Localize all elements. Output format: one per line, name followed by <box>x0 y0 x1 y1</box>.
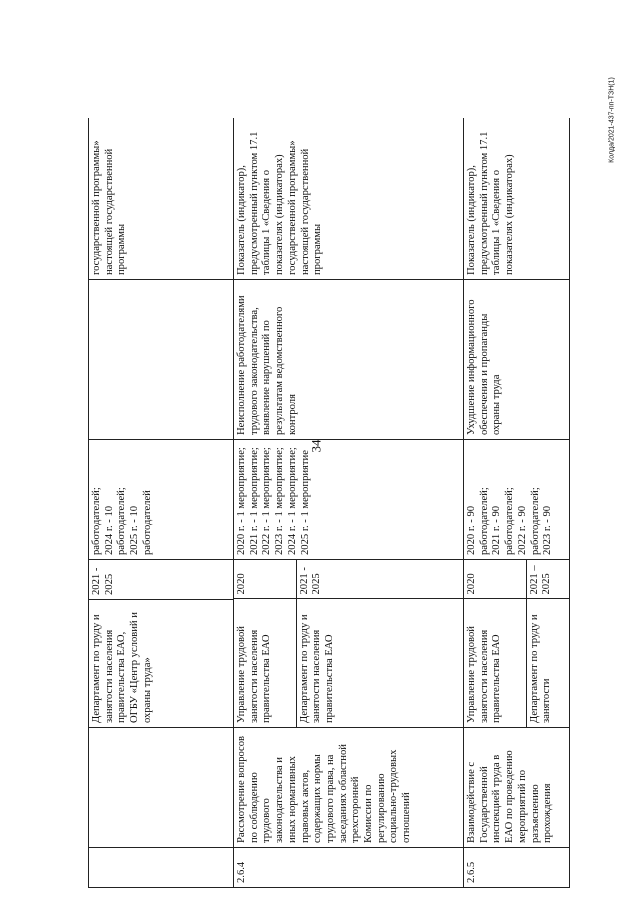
executor-years: 2020 <box>236 573 247 595</box>
cell-event: Взаимодействие с Государственной инспекцией труда в ЕАО по проведению мероприятий по разъяснению прохождения <box>464 728 570 848</box>
executor-name: Управление трудовой занятости населения правительства ЕАО <box>234 599 296 727</box>
cell-executors-years <box>464 560 570 728</box>
executor-row <box>296 559 463 727</box>
cell-indicators: 2020 г. - 1 мероприятие; 2021 г. - 1 мероприятие; 2022 г. - 1 мероприятие; 2023 г. - 1 мероприятие; 2024 г. - 1 мероприятие; 2025 г. - 1 мероприятие <box>234 440 464 560</box>
document-id: Колда/2021-437-пп-ТЗН(1) <box>608 77 616 163</box>
executor-name: Управление трудовой занятости населения правительства ЕАО <box>464 599 526 727</box>
executor-name: Департамент по труду и занятости населения правительства ЕАО <box>296 599 463 727</box>
cell-link: государственной программы» настоящей государственной программы <box>89 118 234 280</box>
cell-executor: Департамент по труду и занятости населения правительства ЕАО, ОГБУ «Центр условий и охраны труда» <box>89 600 234 728</box>
cell-link: Показатель (индикатор), предусмотренный пунктом 17.1 таблицы 1 «Сведения о показателях (индикаторах) государственной программы» настоящей государственной программы <box>234 118 464 280</box>
cell-num <box>89 848 234 888</box>
cell-event: Рассмотрение вопросов по соблюдению трудового законодательства и иных нормативных правовых актов, содержащих нормы трудового права, на заседаниях областной трехсторонней Комиссии по регулированию социально-трудовых отношений <box>234 728 464 848</box>
cell-link: Показатель (индикатор), предусмотренный пунктом 17.1 таблицы 1 «Сведения о показателях (индикаторах) <box>464 118 570 280</box>
executor-row <box>464 559 526 727</box>
executor-years: 2021 – 2025 <box>526 559 569 599</box>
cell-years: 2021 - 2025 <box>89 560 234 600</box>
page-number: 34 <box>308 439 324 453</box>
cell-consequence <box>89 280 234 440</box>
executor-name: Департамент по труду и занятости <box>526 599 569 727</box>
cell-consequence: Неисполнение работодателями трудового законодательства, выявление нарушений по результатам ведомственного контроля <box>234 280 464 440</box>
cell-event <box>89 728 234 848</box>
executor-subtable <box>464 559 569 727</box>
cell-num: 2.6.4 <box>234 848 464 888</box>
cell-num: 2.6.5 <box>464 848 570 888</box>
cell-consequence: Ухудшение информационного обеспечения и пропаганды охраны труда <box>464 280 570 440</box>
executor-subtable <box>234 559 463 727</box>
table-row <box>234 118 464 888</box>
rotated-table-container <box>88 118 570 888</box>
cell-executors-years <box>234 560 464 728</box>
table-row <box>89 118 234 888</box>
cell-indicators: работодателей; 2024 г. - 10 работодателей; 2025 г. - 10 работодателей <box>89 440 234 560</box>
executor-row <box>526 559 569 727</box>
table-frame <box>88 118 570 888</box>
executor-row <box>234 559 296 727</box>
cell-indicators: 2020 г. - 90 работодателей; 2021 г. - 90 работодателей; 2022 г. - 90 работодателей; 2023 г. - 90 <box>464 440 570 560</box>
executor-years: 2021 - 2025 <box>296 559 463 599</box>
program-measures-table <box>88 118 570 888</box>
executor-years: 2020 <box>466 573 477 595</box>
table-row <box>464 118 570 888</box>
